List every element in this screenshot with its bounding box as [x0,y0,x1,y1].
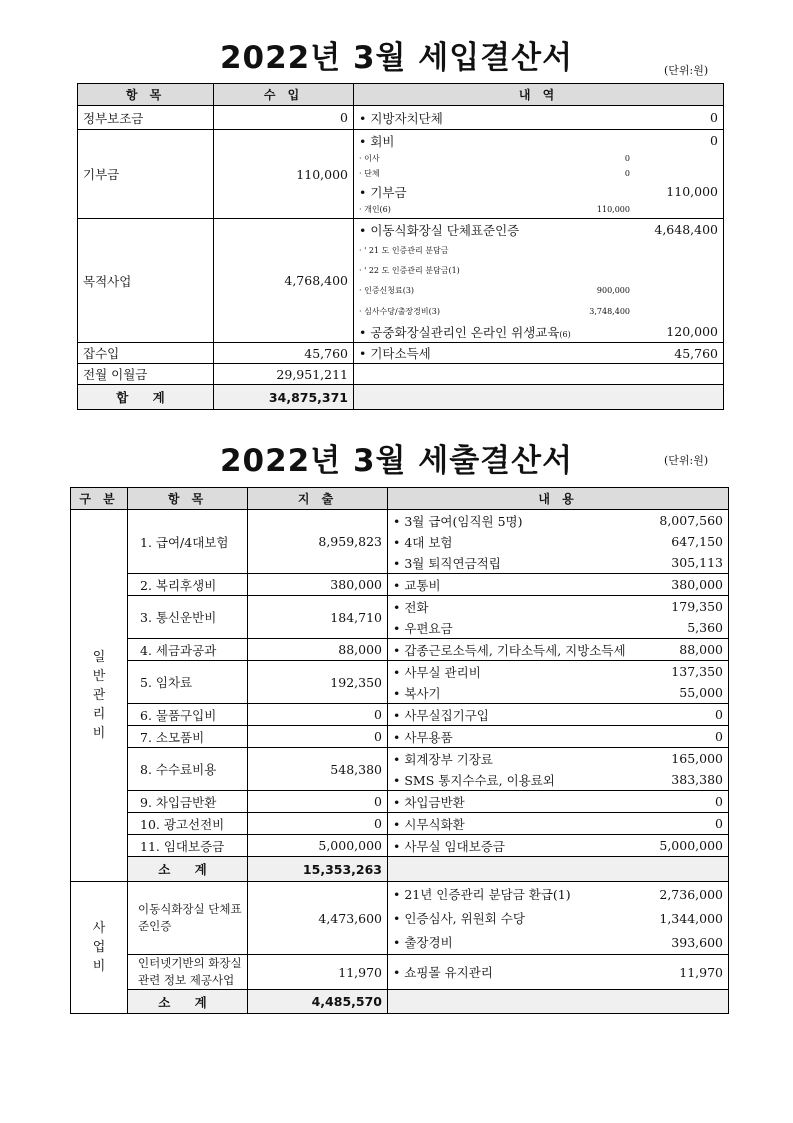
detail-line: • 출장경비 393,600 [393,934,723,950]
income-row-gov [78,106,724,130]
expense-row [71,661,729,704]
row-detail [388,882,729,955]
detail-line: • SMS 통지수수료, 이용료외 383,380 [393,772,723,788]
row-detail [388,813,729,835]
row-item: 2. 복리후생비 [128,574,248,596]
detail-line: • 전화 179,350 [393,599,723,615]
row-amount: 110,000 [214,130,354,219]
row-item: 10. 광고선전비 [128,813,248,835]
row-amount: 88,000 [248,639,388,661]
subtotal-row [71,857,729,882]
expense-row [71,596,729,639]
detail-line: • 기부금 110,000 [359,184,718,200]
income-row-donation [78,130,724,219]
row-amount: 0 [248,726,388,748]
detail-line: • 공중화장실관리인 온라인 위생교육(6) 120,000 [359,324,718,340]
row-amount: 4,768,400 [214,219,354,343]
row-detail [388,791,729,813]
detail-line: • 사무실 관리비 137,350 [393,664,723,680]
detail-line: • 차입금반환 0 [393,794,723,810]
row-item: 6. 물품구입비 [128,704,248,726]
header-detail: 내 역 [354,84,724,106]
row-detail [388,510,729,574]
expense-row [71,882,729,955]
row-amount: 8,959,823 [248,510,388,574]
subtotal-amount: 15,353,263 [248,857,388,882]
subtotal-detail-empty [388,857,729,882]
detail-subline: · ' 21 도 인증관리 분담금 [359,245,449,255]
detail-line: • 사무실 임대보증금 5,000,000 [393,838,723,854]
subtotal-row [71,990,729,1014]
row-amount: 184,710 [248,596,388,639]
row-item: 기부금 [78,130,214,219]
expense-row [71,813,729,835]
row-detail [388,835,729,857]
expense-row [71,955,729,990]
expense-header-row [71,488,729,510]
detail-subline: · 단체 0 [359,169,630,178]
detail-line: • 우편요금 5,360 [393,620,723,636]
expense-row [71,726,729,748]
expense-row [71,510,729,574]
expense-row [71,639,729,661]
detail-subline: · 개인(6) 110,000 [359,205,630,214]
category-general: 일반관리비 [71,510,128,882]
detail-line: • 갑종근로소득세, 기타소득세, 지방소득세 88,000 [393,642,723,658]
expense-row [71,748,729,791]
row-amount: 548,380 [248,748,388,791]
row-item: 전월 이월금 [78,364,214,385]
category-business: 사업비 [71,882,128,1014]
row-detail [354,106,724,130]
row-item: 9. 차입금반환 [128,791,248,813]
row-item: 4. 세금과공과 [128,639,248,661]
row-item: 잡수입 [78,343,214,364]
row-item: 목적사업 [78,219,214,343]
general-section [71,510,729,882]
detail-line: • 시무식화환 0 [393,816,723,832]
row-amount: 0 [248,704,388,726]
detail-line: • 4대 보험 647,150 [393,534,723,550]
detail-line: • 3월 급여(임직원 5명) 8,007,560 [393,513,723,529]
row-item: 정부보조금 [78,106,214,130]
header-item: 항 목 [78,84,214,106]
header-category: 구 분 [71,488,128,510]
subtotal-detail-empty [388,990,729,1014]
row-item: 5. 임차료 [128,661,248,704]
detail-line: • 사무용품 0 [393,729,723,745]
income-total-row [78,385,724,410]
business-section [71,882,729,1014]
detail-line: • 회계장부 기장료 165,000 [393,751,723,767]
row-item: 이동식화장실 단체표준인증 [128,882,248,955]
total-detail-empty [354,385,724,410]
detail-line: • 사무실집기구입 0 [393,707,723,723]
income-unit: (단위:원) [664,64,709,77]
row-detail [388,704,729,726]
row-detail [388,639,729,661]
header-item: 항 목 [128,488,248,510]
row-amount: 0 [214,106,354,130]
row-item: 8. 수수료비용 [128,748,248,791]
expense-row [71,791,729,813]
expense-unit: (단위:원) [664,454,709,467]
detail-subline: · ' 22 도 인증관리 분담금(1) [359,265,460,275]
row-item: 11. 임대보증금 [128,835,248,857]
expense-row [71,574,729,596]
income-row-purpose [78,219,724,343]
row-detail [388,596,729,639]
row-detail [354,219,724,343]
row-amount: 29,951,211 [214,364,354,385]
subtotal-label: 소 계 [128,990,248,1014]
row-detail [388,955,729,990]
detail-line: • 기타소득세 45,760 [359,345,718,361]
income-row-carry [78,364,724,385]
row-item: 7. 소모품비 [128,726,248,748]
row-detail [388,574,729,596]
expense-row [71,835,729,857]
row-item: 인터넷기반의 화장실 관련 정보 제공사업 [128,955,248,990]
header-amount: 지 출 [248,488,388,510]
detail-line: • 3월 퇴직연금적립 305,113 [393,555,723,571]
header-amount: 수 입 [214,84,354,106]
row-detail [388,661,729,704]
detail-line: • 교통비 380,000 [393,577,723,593]
row-amount: 0 [248,791,388,813]
detail-line: • 회비 0 [359,133,718,149]
row-amount: 5,000,000 [248,835,388,857]
row-amount: 45,760 [214,343,354,364]
detail-line: • 복사기 55,000 [393,685,723,701]
detail-subline: · 인증신청료(3) 900,000 [359,286,630,295]
subtotal-label: 소 계 [128,857,248,882]
row-item: 1. 급여/4대보험 [128,510,248,574]
total-amount: 34,875,371 [214,385,354,410]
detail-subline: · 심사수당/출장경비(3) 3,748,400 [359,306,630,316]
detail-line: • 21년 인증관리 분담금 환급(1) 2,736,000 [393,886,723,902]
income-header-row [78,84,724,106]
expense-row [71,704,729,726]
row-amount: 11,970 [248,955,388,990]
subtotal-amount: 4,485,570 [248,990,388,1014]
detail-line: • 이동식화장실 단체표준인증 4,648,400 [359,222,718,238]
detail-subline: · 이사 0 [359,153,630,163]
row-amount: 380,000 [248,574,388,596]
row-item: 3. 통신운반비 [128,596,248,639]
detail-line: • 인증심사, 위원회 수당 1,344,000 [393,910,723,926]
expense-table [70,487,729,1014]
expense-title: 2022년 3월 세출결산서 [219,443,574,479]
income-table [77,83,724,410]
row-amount: 4,473,600 [248,882,388,955]
row-detail [354,130,724,219]
detail-line: • 지방자치단체 0 [359,110,718,126]
detail-line: • 쇼핑몰 유지관리 11,970 [393,964,723,980]
row-detail-empty [354,364,724,385]
row-detail [388,726,729,748]
row-amount: 0 [248,813,388,835]
header-content: 내 용 [388,488,729,510]
income-title: 2022년 3월 세입결산서 [219,40,574,76]
total-label: 합 계 [78,385,214,410]
row-detail [388,748,729,791]
income-row-misc [78,343,724,364]
row-amount: 192,350 [248,661,388,704]
row-detail [354,343,724,364]
